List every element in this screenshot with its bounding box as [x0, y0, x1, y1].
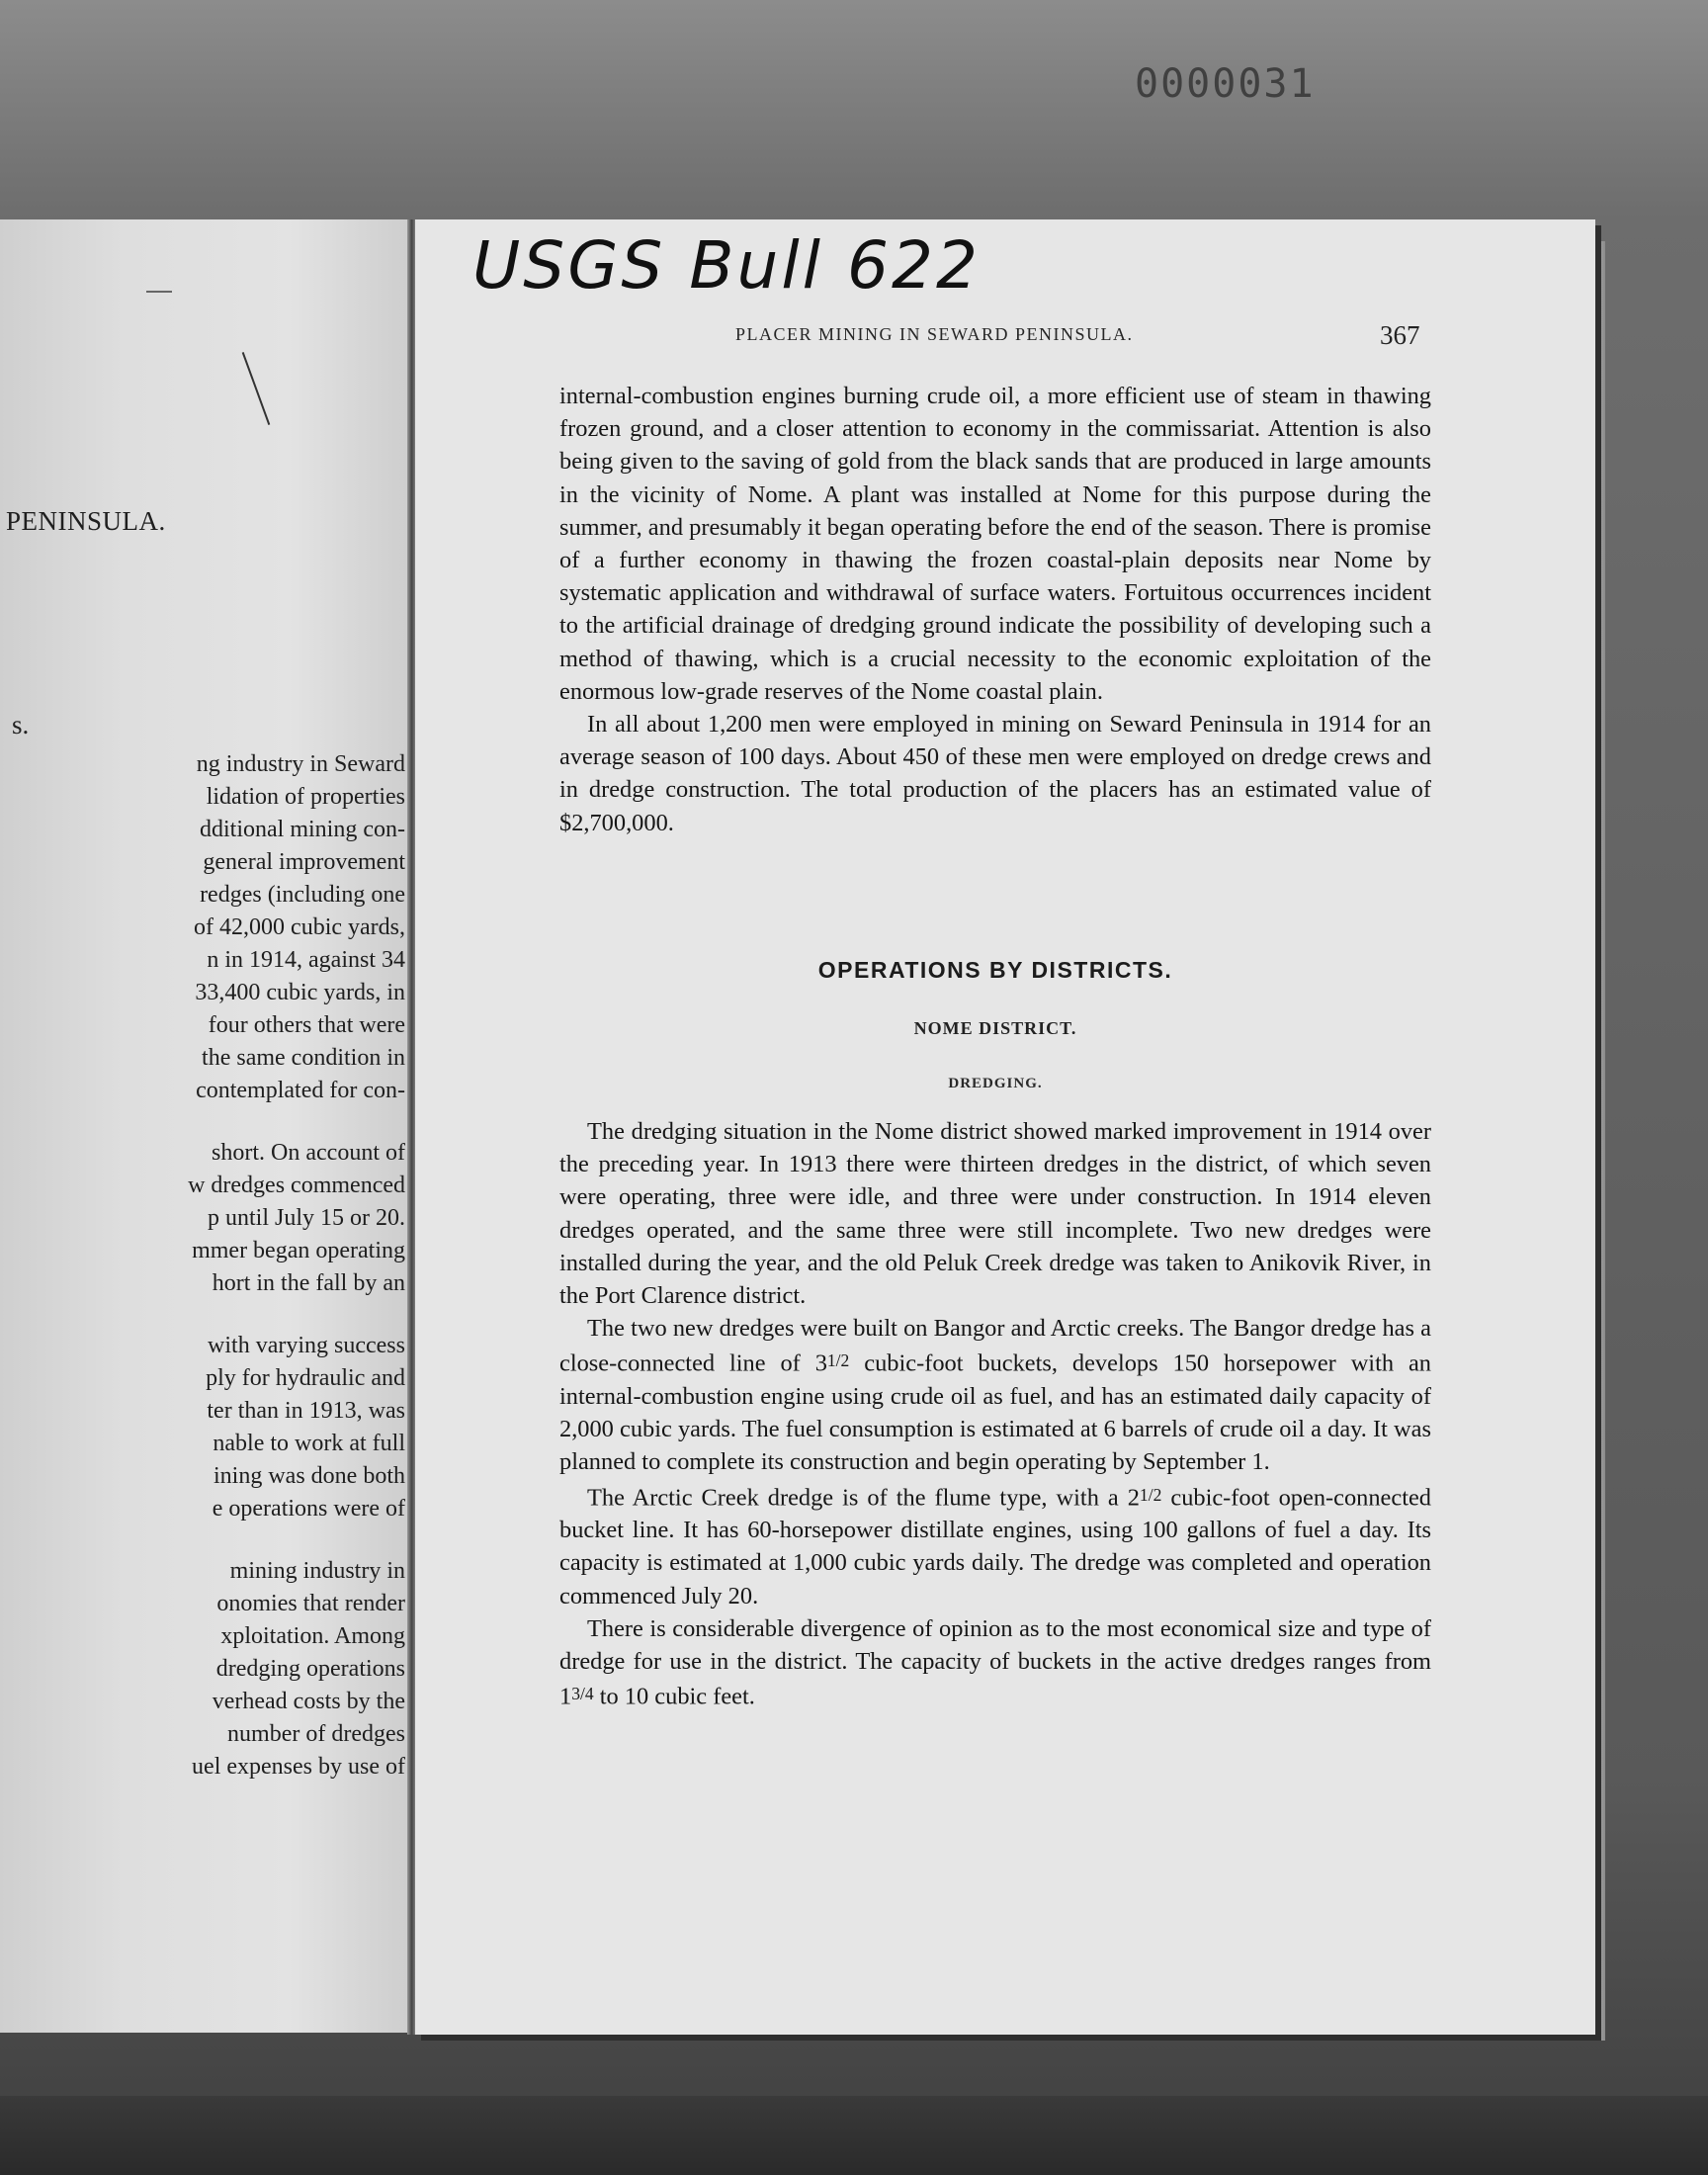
text-run: to 10 cubic feet. — [593, 1683, 755, 1710]
left-page-line: dredging operations — [215, 1656, 405, 1682]
left-page-section-letter: s. — [12, 710, 30, 740]
left-page-line: verhead costs by the — [212, 1689, 405, 1714]
left-page-line: of 42,000 cubic yards, — [194, 914, 405, 940]
paragraph: internal-combustion engines burning crude oil, a more efficient use of steam in thawing frozen ground, and a closer attention to economy in the commissariat. Attention is also being given to the saving of gold from the black sands that are produced in large amounts in the vicinity of Nome. A plant was installed at Nome for this purpose during the summer, and presumably it began operating before the end of the season. There is promise of a further economy in thawing the frozen coastal-plain deposits near Nome by systematic application and withdrawal of surface waters. Fortuitous occurrences incident to the artificial drainage of dredging ground indicate the possibility of developing such a method of thawing, which is a crucial necessity to the economic exploitation of the enormous low-grade reserves of the Nome coastal plain. — [559, 383, 1431, 705]
left-page-line: ining was done both — [214, 1463, 405, 1489]
text-run: cubic-foot open-connected bucket line. It has 60-horsepower distillate engines, using 100 gallons of fuel a day. Its capacity is estimated at 1,000 cubic yards daily. The dredge was completed and operation commenced July 20. — [559, 1484, 1431, 1610]
left-page-line: n in 1914, against 34 — [207, 947, 405, 973]
left-page-line: uel expenses by use of — [192, 1754, 405, 1780]
text-run: The Arctic Creek dredge is of the flume type, with a 2 — [587, 1484, 1140, 1512]
document-stamp-number: 0000031 — [1135, 61, 1316, 107]
left-page-line: hort in the fall by an — [212, 1270, 405, 1296]
left-page-line: redges (including one — [200, 882, 405, 908]
left-page-line: contemplated for con- — [196, 1078, 405, 1103]
page-number: 367 — [1380, 320, 1420, 350]
left-page-line: ng industry in Seward — [196, 751, 405, 777]
left-page — [0, 219, 413, 2033]
text-run: cubic-foot buckets, develops 150 horsepower with an internal-combustion engine using crude oil as fuel, and has an estimated daily capacity of 2,000 cubic yards. The fuel consumption is estimated at 6 barrels of crude oil a day. It was planned to complete its construction and begin operating by September 1. — [559, 1349, 1431, 1476]
left-page-line: 33,400 cubic yards, in — [195, 980, 405, 1005]
fraction: 1/2 — [826, 1350, 850, 1371]
left-page-line: ply for hydraulic and — [206, 1365, 405, 1391]
paragraph — [559, 1479, 1431, 1612]
left-page-line: e operations were of — [212, 1496, 405, 1522]
paragraph: In all about 1,200 men were employed in mining on Seward Peninsula in 1914 for an average season of 100 days. About 450 of these men were employed on dredge crews and in dredge construction. The total production of the placers has an estimated value of $2,700,000. — [559, 711, 1431, 836]
paragraph — [559, 1312, 1431, 1478]
subsection-heading: NOME DISTRICT. — [913, 1018, 1077, 1038]
left-page-line: general improvement — [203, 849, 405, 875]
left-page-line: xploitation. Among — [220, 1623, 405, 1649]
left-page-line: ter than in 1913, was — [207, 1398, 405, 1424]
left-page-line: with varying success — [208, 1333, 405, 1358]
text-run: There is considerable divergence of opinion as to the most economical size and type of dredge for use in the district. The capacity of buckets in the active dredges ranges from 1 — [559, 1614, 1431, 1710]
dash-mark — [146, 291, 172, 293]
pencil-mark — [242, 352, 271, 425]
scan-bottom-edge — [0, 2096, 1708, 2175]
left-page-line: p until July 15 or 20. — [207, 1205, 405, 1231]
left-page-line: short. On account of — [212, 1140, 405, 1166]
paragraph: The dredging situation in the Nome district showed marked improvement in 1914 over the preceding year. In 1913 there were thirteen dredges in the district, of which seven were operating, three were idle, and three were under construction. In 1914 eleven dredges operated, and the same three were still incomplete. Two new dredges were installed during the year, and the old Peluk Creek dredge was taken to Anikovik River, in the Port Clarence district. — [559, 1118, 1431, 1310]
handwritten-note: USGS Bull 622 — [472, 227, 981, 304]
running-head: PLACER MINING IN SEWARD PENINSULA. — [735, 324, 1134, 344]
section-heading: OPERATIONS BY DISTRICTS. — [817, 957, 1173, 983]
text-run: The two new dredges were built on Bangor and Arctic creeks. The Bangor dredge has a close-connected line of 3 — [559, 1315, 1431, 1377]
body-section-1 — [559, 380, 1431, 839]
fraction: 1/2 — [1139, 1484, 1162, 1505]
left-page-line: mmer began operating — [192, 1238, 405, 1263]
left-page-line: w dredges commenced — [188, 1173, 405, 1198]
body-section-2 — [559, 1115, 1431, 1713]
left-page-line: number of dredges — [227, 1721, 405, 1747]
left-page-line: mining industry in — [229, 1558, 405, 1584]
left-page-line: the same condition in — [202, 1045, 405, 1071]
minor-heading: DREDGING. — [948, 1076, 1043, 1091]
left-page-line: four others that were — [208, 1012, 405, 1038]
left-page-line: nable to work at full — [213, 1431, 405, 1456]
fraction: 3/4 — [571, 1684, 594, 1704]
left-page-line: onomies that render — [216, 1591, 405, 1616]
left-page-line: dditional mining con- — [200, 817, 405, 842]
left-page-title: PENINSULA. — [6, 506, 166, 536]
paragraph — [559, 1612, 1431, 1713]
left-page-line: lidation of properties — [206, 784, 405, 810]
